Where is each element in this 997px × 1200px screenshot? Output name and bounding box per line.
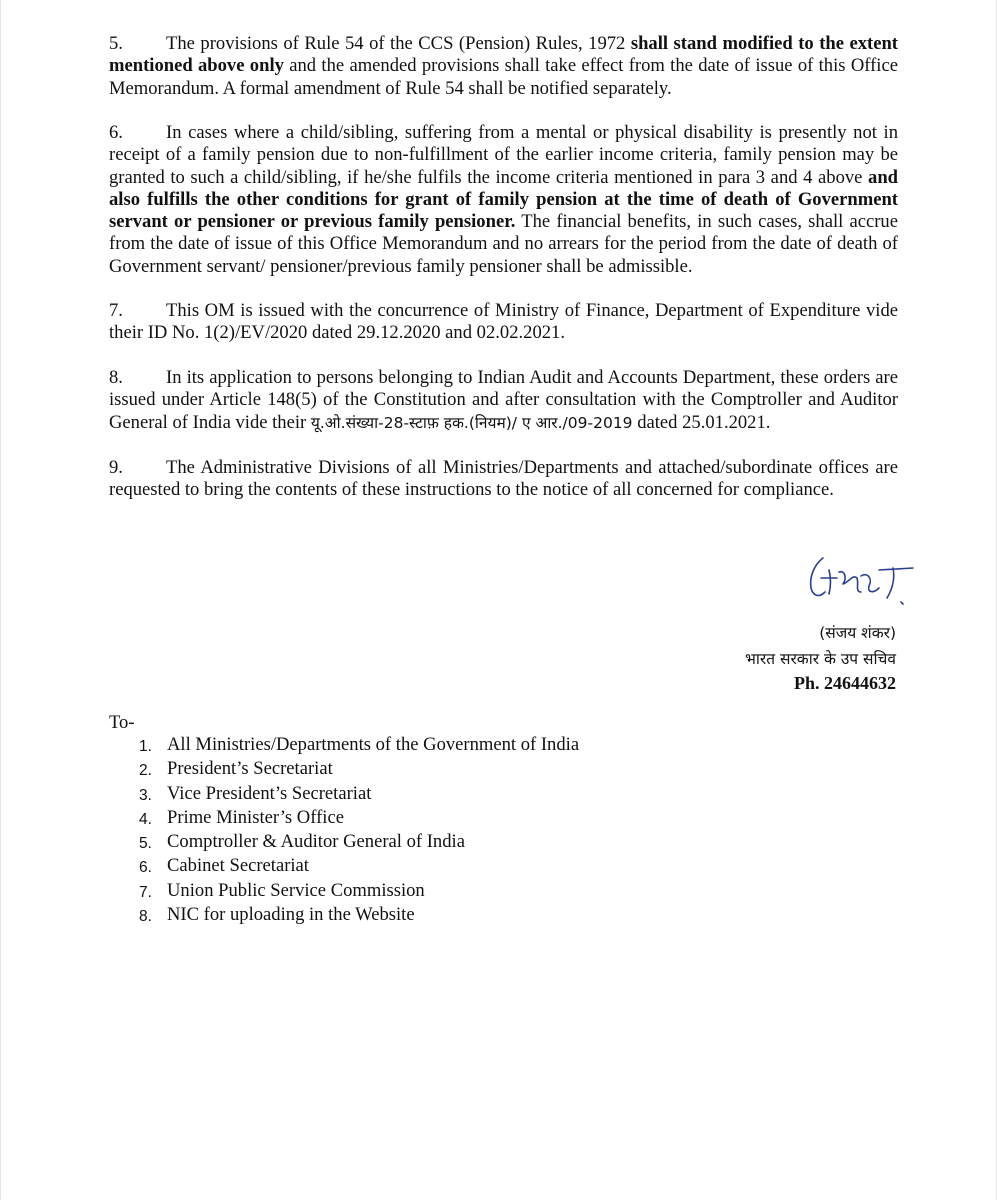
list-item: 6. Cabinet Secretariat bbox=[139, 855, 309, 877]
list-item: 3. Vice President’s Secretariat bbox=[139, 782, 372, 804]
paragraph-9: 9. The Administrative Divisions of all Ministries/Departments and attached/subordinate offices are requested to bring the contents of these instructions to the notice of all concerned for compliance. bbox=[109, 457, 898, 501]
para-number: 6. bbox=[109, 122, 123, 143]
list-item: 4. Prime Minister’s Office bbox=[139, 806, 344, 828]
distribution-label: To- bbox=[109, 712, 135, 733]
list-item: 1. All Ministries/Departments of the Government of India bbox=[139, 734, 580, 755]
para-number: 5. bbox=[109, 33, 123, 54]
list-item: 2. President’s Secretariat bbox=[139, 758, 333, 780]
para-number: 8. bbox=[109, 367, 123, 388]
distribution-list bbox=[139, 734, 579, 928]
signatory-designation: भारत सरकार के उप सचिव bbox=[744, 650, 896, 668]
paragraph-5: 5. The provisions of Rule 54 of the CCS (Pension) Rules, 1972 shall stand modified to the extent mentioned above only and the amended provisions shall take effect from the date of issue of this Office Memorandum. A formal amendment of Rule 54 shall be notified separately. bbox=[109, 33, 898, 99]
para-number: 9. bbox=[109, 457, 123, 478]
list-item: 5. Comptroller & Auditor General of India bbox=[139, 831, 465, 853]
para-number: 7. bbox=[109, 300, 123, 321]
paragraph-6: 6. In cases where a child/sibling, suffering from a mental or physical disability is presently not in receipt of a family pension due to non-fulfillment of the earlier income criteria, family pension may be granted to such a child/sibling, if he/she fulfils the income criteria mentioned in para 3 and 4 above and also fulfills the other conditions for grant of family pension at the time of death of Government servant or pensioner or previous family pensioner. The financial benefits, in such cases, shall accrue from the date of issue of this Office Memorandum and no arrears for the period from the date of death of Government servant/ pensioner/previous family pensioner shall be admissible. bbox=[109, 122, 898, 277]
paragraph-8: 8. In its application to persons belonging to Indian Audit and Accounts Department, these orders are issued under Article 148(5) of the Constitution and after consultation with the Comptroller and Auditor General of India vide their यू.ओ.संख्या-28-स्टाफ़ हक.(नियम)/ ए आर./09-2019 dated 25.01.2021. bbox=[109, 367, 898, 433]
list-item: 7. Union Public Service Commission bbox=[139, 879, 425, 901]
signatory-name: (संजय शंकर) bbox=[819, 624, 896, 642]
signature-scribble bbox=[801, 548, 921, 614]
paragraph-7: 7. This OM is issued with the concurrence of Ministry of Finance, Department of Expenditure vide their ID No. 1(2)/EV/2020 dated 29.12.2020 and 02.02.2021. bbox=[109, 300, 898, 344]
list-item: 8. NIC for uploading in the Website bbox=[139, 904, 415, 926]
signatory-phone: Ph. 24644632 bbox=[793, 673, 896, 693]
